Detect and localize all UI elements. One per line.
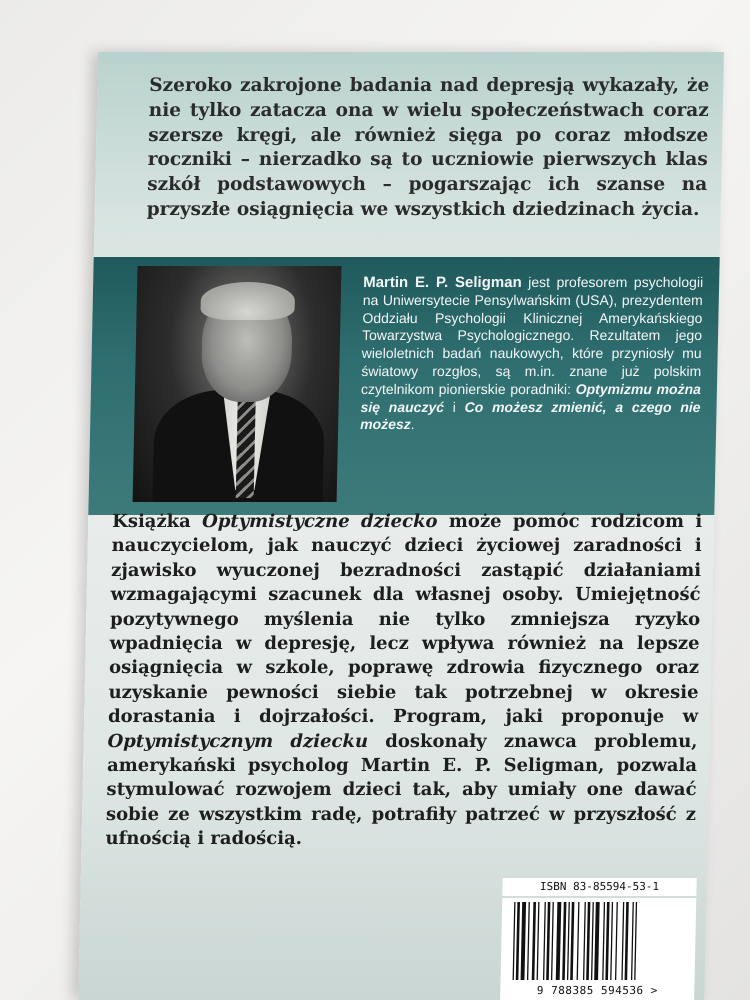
isbn-label: ISBN 83-85594-53-1 <box>502 878 696 896</box>
barcode-block <box>500 878 697 1000</box>
author-photo <box>133 266 342 502</box>
author-name: Martin E. P. Seligman <box>362 274 522 291</box>
bio-end: . <box>410 416 415 433</box>
barcode-digits: 9 788385 594536 > <box>500 982 694 1000</box>
barcode-bars <box>500 898 696 984</box>
intro-paragraph: Szeroko zakrojone badania nad depresją wykazały, że nie tylko zatacza ona w wielu społeczeństwach coraz szersze kręgi, ale również sięga po coraz młodsze roczniki – nierzadko są to uczniowie pierwszych klas szkół podstawowych – pogarszając ich szanse na przyszłe osiągnięcia we wszystkich dziedzinach życia. <box>146 75 710 220</box>
book-title-2: Co możesz zmienić, a czego nie możesz <box>360 398 701 433</box>
main-lead: Książka <box>111 511 203 532</box>
main-book-title-2: Optymistycznym dziecku <box>107 730 369 752</box>
main-book-title: Optymistyczne dziecko <box>201 511 438 532</box>
book-back-cover <box>78 52 724 1000</box>
main-text-1: może pomóc rodzicom i nauczycielom, jak nauczyć dzieci życiowej zaradności i zjawisko wyuczonej bezradności zastąpić działaniami wzmagającymi szacunek dla własnej osoby. Umiejętność pozytywnego myślenia nie tylko zmniejsza ryzyko wpadnięcia w depresję, lecz wpływa również na lepsze osiągnięcia w szkole, poprawę zdrowia fizycznego oraz uzyskanie pewności siebie tak potrzebnej w okresie dorastania i dojrzałości. Program, jaki proponuje w <box>107 511 703 728</box>
bio-text: jest profesorem psychologii na Uniwersytecie Pensylwańskim (USA), prezydentem Oddziału Psychologii Klinicznej Amerykańskiego Towarzystwa Psychologicznego. Rezultatem jego wieloletnich badań naukowych, które przyniosły mu światowy rozgłos, są m.in. znane już polskim czytelnikom pionierskie poradniki: <box>360 274 704 397</box>
book-title-1: Optymizmu można się nauczyć <box>360 380 702 415</box>
main-description <box>105 510 702 852</box>
main-text-2: doskonały znawca problemu, amerykański psycholog Martin E. P. Seligman, pozwala stymulować rozwojem dzieci tak, aby umiały one dawać sobie ze wszystkim radę, potrafiły patrzeć w przyszłość z ufnością i radością. <box>105 730 698 850</box>
author-bio <box>360 274 703 434</box>
bio-and: i <box>443 398 465 415</box>
